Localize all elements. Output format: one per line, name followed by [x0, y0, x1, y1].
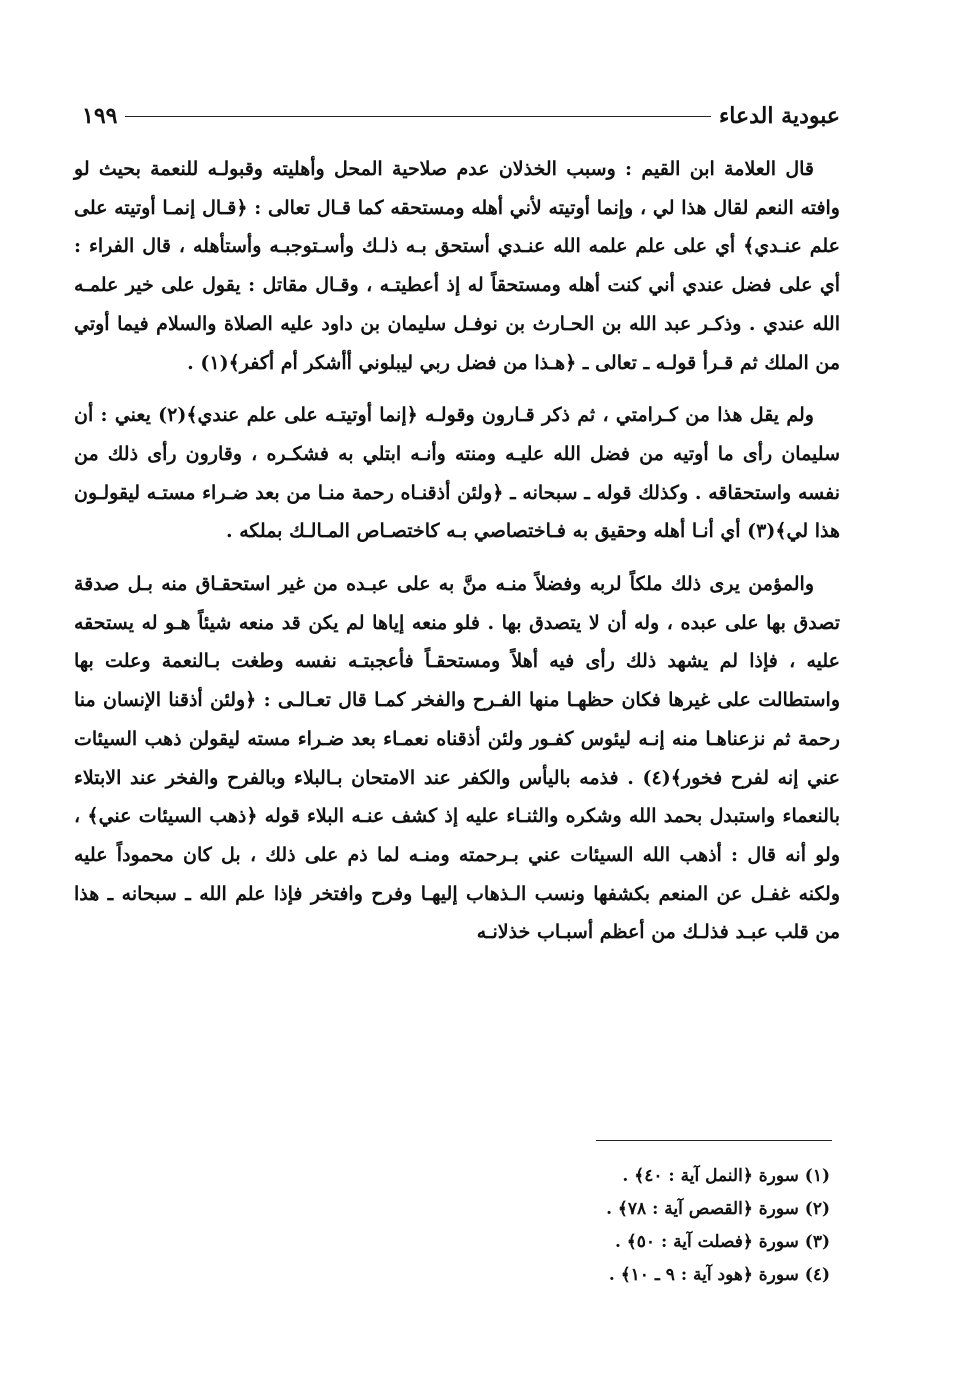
- paragraph-1: قال العلامة ابن القيم : وسبب الخذلان عدم صلاحية المحل وأهليته وقبولـه للنعمة بحيث لو وافته النعم لقال هذا لي ، وإنما أوتيته لأني أهله ومستحقه كما قـال تعالى : ﴿قـال إنمـا أوتيته على علم عنـدي﴾ أي على علم علمه الله عنـدي أستحق بـه ذلـك وأسـتوجبـه وأستأهله ، قال الفراء : أي على فضل عندي أني كنت أهله ومستحقاً له إذ أعطيتـه ، وقـال مقاتل : يقول على خير علمـه الله عندي . وذكـر عبد الله بن الحـارث بن نوفـل سليمان بن داود عليه الصلاة والسلام فيما أوتي من الملك ثم قـرأ قولـه ـ تعالى ـ ﴿هـذا من فضل ربي ليبلوني أأشكر أم أكفر﴾(١) .: [74, 158, 840, 374]
- paragraph-3: والمؤمن يرى ذلك ملكاً لربه وفضلاً منـه منَّ به على عبـده من غير استحقـاق منه بـل صدقة تصدق بها على عبده ، وله أن لا يتصدق بها . فلو منعه إياها لم يكن قد منعه شيئاً هـو له يستحقه عليه ، فإذا لم يشهد ذلك رأى فيه أهلاً ومستحقـاً فأعجبتـه نفسه وطغت بـالنعمة وعلت بها واستطالت على غيرها فكان حظهـا منها الفـرح والفخر كمـا قال تعـالـى : ﴿ولئن أذقنا الإنسان منا رحمة ثم نزعناهـا منه إنـه ليئوس كفـور ولئن أذقناه نعمـاء بعد ضـراء مسته ليقولن ذهب السيئات عني إنه لفرح فخور﴾(٤) . فذمه باليأس والكفر عند الامتحان بـالبلاء وبالفرح والفخر عند الابتلاء بالنعماء واستبدل بحمد الله وشكره والثنـاء عليه إذ كشف عنـه البلاء قوله ﴿ذهب السيئات عني﴾ ، ولو أنه قال : أذهب الله السيئات عني بـرحمته ومنـه لما ذم على ذلك ، بل كان محموداً عليه ولكنه غفـل عن المنعم بكشفها ونسب الـذهاب إليهـا وفرح وافتخر فإذا علم الله ـ سبحانه ـ هذا من قلب عبـد فذلـك من أعظم أسبـاب خذلانـه: [74, 573, 840, 944]
- footnote-2: (٢) سورة ﴿القصص آية : ٧٨﴾ .: [606, 1199, 830, 1219]
- page-number: ١٩٩: [82, 103, 118, 129]
- footnotes: [500, 1160, 830, 1292]
- footnote-4: (٤) سورة ﴿هود آية : ٩ ـ ١٠﴾ .: [608, 1265, 830, 1285]
- book-title: عبودية الدعاء: [718, 103, 840, 129]
- footnote-1: (١) سورة ﴿النمل آية : ٤٠﴾ .: [622, 1166, 830, 1186]
- main-text: [74, 150, 840, 952]
- paragraph-2: ولم يقل هذا من كـرامتي ، ثم ذكر قـارون وقولـه ﴿إنما أوتيتـه على علم عندي﴾(٢) يعني : أن سليمان رأى ما أوتيه من فضل الله عليـه ومنته وأنـه ابتلي به فشكـره ، وقارون رأى ذلك من نفسه واستحقاقه . وكذلك قوله ـ سبحانه ـ ﴿ولئن أذقنـاه رحمة منـا من بعد ضـراء مستـه ليقولـون هذا لي﴾(٣) أي أنـا أهله وحقيق به فـاختصاصي بـه كاختصـاص المـالـك بملكه .: [74, 404, 840, 543]
- running-header: [82, 96, 840, 136]
- footnote-separator: [596, 1140, 832, 1141]
- footnote-3: (٣) سورة ﴿فصلت آية : ٥٠﴾ .: [614, 1232, 830, 1252]
- header-rule: [125, 116, 711, 117]
